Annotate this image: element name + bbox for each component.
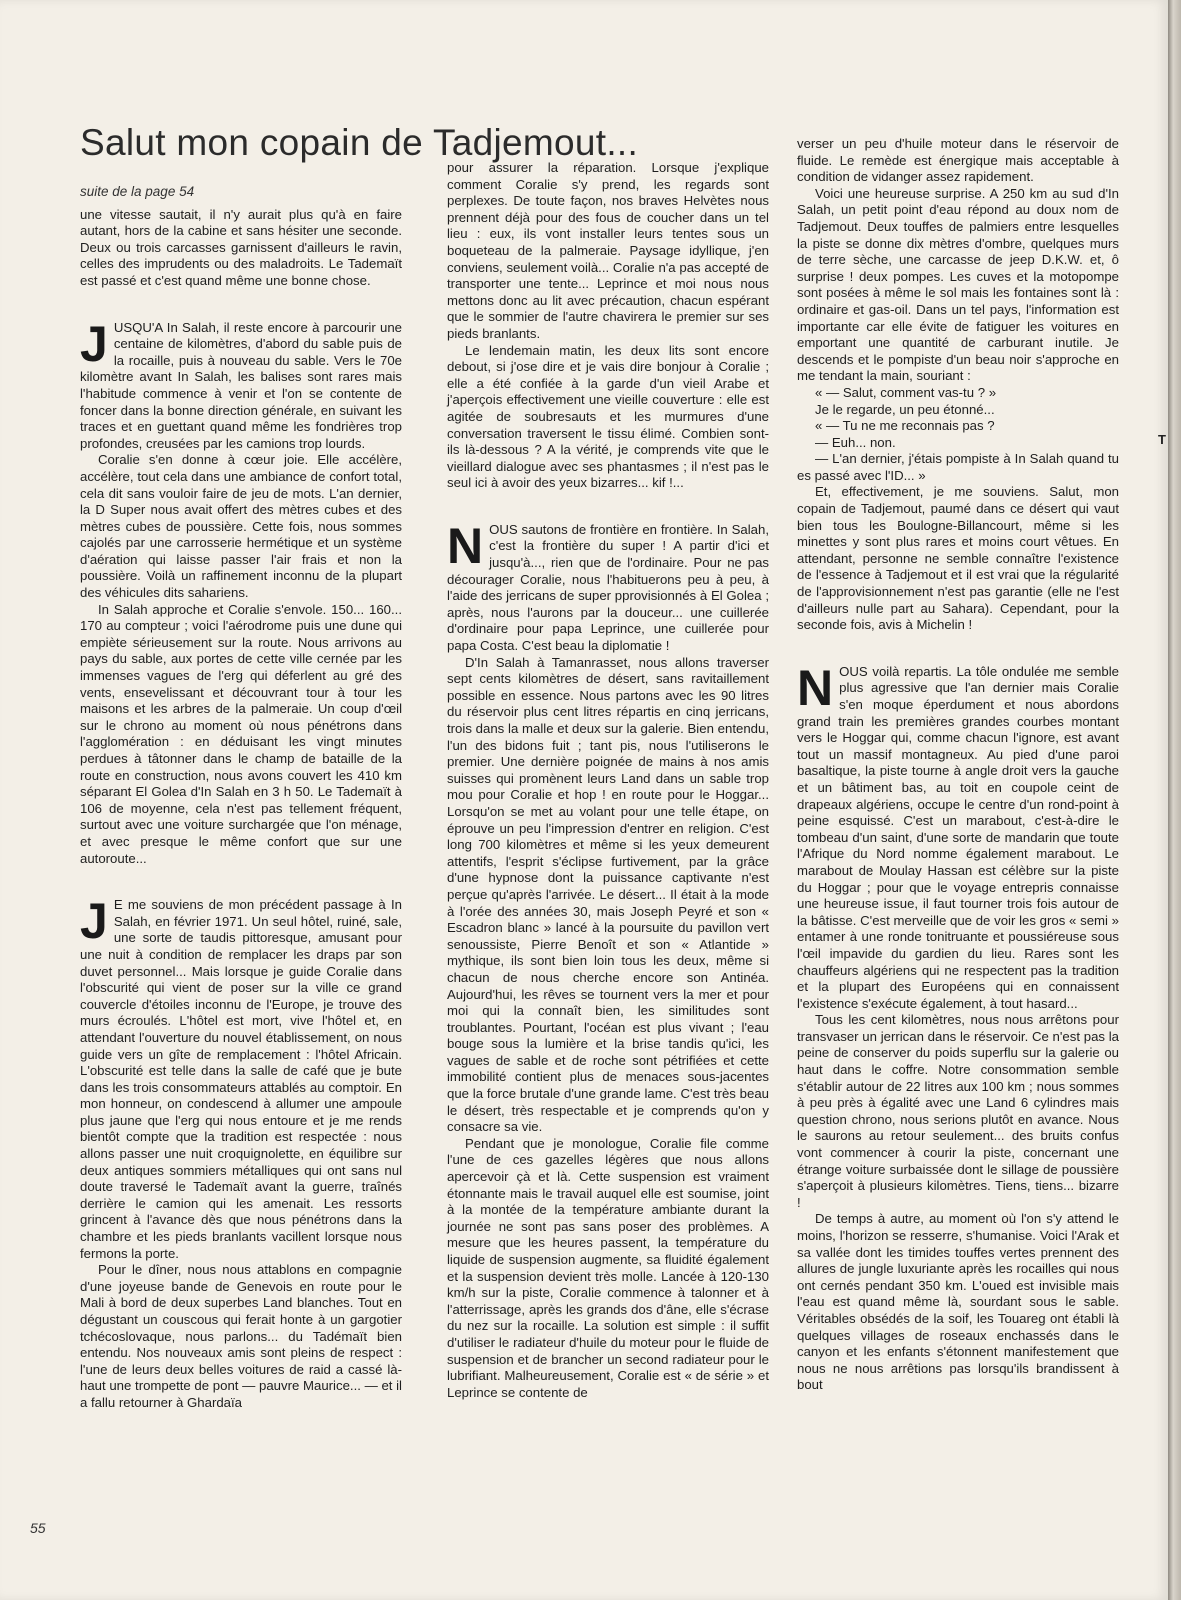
section-lead-paragraph [80, 315, 402, 453]
paragraph: Pour le dîner, nous nous attablons en compagnie d'une joyeuse bande de Genevois en route pour le Mali à bord de deux superbes Land blanches. Tout en dégustant un couscous qui ferait honte à un gargotier tchécoslovaque, nous parlons... du Tadémaït bien entendu. Nos nouveaux amis sont pleins de respect : l'une de leurs deux belles voitures de raid a cassé là-haut une trompette de pont — pauvre Maurice... — et il a fallu retourner à Ghardaïa [80, 1262, 402, 1410]
dialogue-line: — L'an dernier, j'étais pompiste à In Salah quand tu es passé avec l'ID... » [797, 451, 1119, 483]
paragraph: une vitesse sautait, il n'y aurait plus qu'à en faire autant, hors de la cabine et sans hésiter une seconde. Deux ou trois carcasses garnissent d'ailleurs le ravin, celles des imprudents ou des maladroits. Le Tademaït est passé et c'est quand même une bonne chose. [80, 206, 402, 288]
paragraph: In Salah approche et Coralie s'envole. 150... 160... 170 au compteur ; voici l'aérodrome puis une dune qui empiète sérieusement sur la route. Nous arrivons au pays du sable, aux portes de cette ville cernée par les immenses vagues de l'erg qui déferlent au gré des vents, ensevelissant et découvrant tour à tour les maisons et les arbres de la palmeraie. Un coup d'œil sur le chrono au moment où nous pénétrons dans l'agglomération : en déduisant les vingt minutes perdues à tâtonner dans le champ de bataille de la route en construction, nous avons couvert les 410 km séparant El Golea d'In Salah en 3 h 50. Le Tademaït à 106 de moyenne, cela n'est pas tellement fréquent, surtout avec une voiture surchargée que l'on ménage, et avec presque le même confort que sur une autoroute... [80, 601, 402, 866]
paragraph: Coralie s'en donne à cœur joie. Elle accélère, accélère, tout cela dans une ambiance de confort total, cela dit sans vouloir faire de jeu de mots. L'an dernier, la D Super nous avait offert des mètres cubes et des mètres cubes de poussière. Cette fois, nous sommes cajolés par une carrosserie hermétique et un système d'aération qui laisse passer l'air frais et non la poussière. Voilà un raffinement inconnu de la plupart des véhicules dits sahariens. [80, 452, 402, 601]
next-page-margin-letter: T [1158, 432, 1166, 447]
dialogue-line: « — Salut, comment vas-tu ? » [815, 384, 997, 400]
drop-cap: N [447, 517, 484, 574]
section-lead-paragraph [797, 659, 1119, 1012]
paragraph-text: USQU'A In Salah, il reste encore à parcourir une centaine de kilomètres, d'abord du sable puis de la rocaille, puis à nouveau du sable. Vers le 70e kilomètre avant In Salah, les balises sont rares mais l'habitude commence à venir et l'on se contente de foncer dans la bonne direction générale, en suivant les traces et en guettant quand même les fondrières trop profondes, creusées par les camions trop lourds. [80, 319, 402, 451]
paragraph-text: OUS voilà repartis. La tôle ondulée me semble plus agressive que l'an dernier mais Coralie s'en moque éperdument et nous abordons grand train les premières grandes courbes montant vers le Hoggar qui, comme chacun l'ignore, est avant tout un massif montagneux. Au pied d'une paroi basaltique, la piste tourne à angle droit vers la gauche et un bâtiment bas, au toit en coupole ceint de drapeaux algériens, occupe le centre d'un rond-point à peine esquissé. C'est un marabout, c'est-à-dire le tombeau d'un saint, d'une sorte de mandarin que toute l'Afrique du Nord nomme également marabout. Le marabout de Moulay Hassan est célèbre sur la piste du Hoggar ; pour que le voyage entrepris connaisse une heureuse issue, il faut tourner trois fois autour de la bâtisse. C'est merveille que de voir les gros « semi » entamer à une ronde tonitruante et poussiéreuse sous l'œil impavide du gardien du lieu. Rares sont les chauffeurs algériens qui ne respectent pas la tradition et la plupart des Européens qui en connaissent l'existence s'exécute également, à tout hasard... [797, 663, 1119, 1011]
drop-cap: J [80, 893, 108, 950]
dialogue-line: « — Tu ne me reconnais pas ? [815, 418, 995, 434]
paragraph-text: E me souviens de mon précédent passage à In Salah, en février 1971. Un seul hôtel, ruiné, sale, une sorte de taudis pittoresque, amusant pour une nuit à condition de remplacer les draps par son duvet personnel... Mais lorsque je guide Coralie dans l'obscurité qui vient de poser sur la ville ce grand couvercle d'étoiles inconnu de l'Europe, je trouve des murs écroulés. L'hôtel est mort, vive l'hôtel et, en attendant l'ouverture du nouvel établissement, on nous guide vers un gîte de remplacement : l'hôtel Africain. L'obscurité est telle dans la salle de café que je bute dans les trois consommateurs attablés au comptoir. En mon honneur, on condescend à allumer une ampoule plus jaune que l'erg qui nous entoure et je me rends bientôt compte que la tradition est respectée : nous allons passer une nuit croquignolette, en équilibre sur deux antiques sommiers métalliques qui ont sans nul doute traversé le Tademaït avant la guerre, traînés derrière le camion qui les amenait. Les ressorts grincent à l'avance dès que nous pénétrons dans la chambre et les pieds branlants vacillent lorsque nous fermons la porte. [80, 897, 402, 1261]
column-3 [797, 136, 1119, 1394]
section-lead-paragraph [80, 893, 402, 1262]
paragraph: De temps à autre, au moment où l'on s'y attend le moins, l'horizon se resserre, s'humanise. Voici l'Arak et sa vallée dont les timides touffes vertes prennent des allures de jungle luxuriante après les rocailles qui nous ont cernés pendant 350 km. L'oued est invisible mais l'eau est quand même là, sourdant sous le sable. Véritables obsédés de la soif, les Touareg ont établi là quelques villages de roseaux enchassés dans le canyon et les enfants s'étonnent manifestement que nous ne nous arrêtions pas lorsqu'ils brandissent à bout [797, 1211, 1119, 1393]
paragraph-text: OUS sautons de frontière en frontière. In Salah, c'est la frontière du super ! A partir d'ici et jusqu'à..., rien que de l'ordinaire. Pour ne pas décourager Coralie, nous l'habituerons peu à peu, à l'aide des jerricans de super pprovisionnés à El Golea ; après, nous l'aurons par la douceur... une cuillerée d'ordinaire pour papa Leprince, une cuillerée pour papa Costa. C'est beau la diplomatie ! [447, 521, 769, 654]
next-page-edge [1168, 0, 1181, 1600]
paragraph: Pendant que je monologue, Coralie file comme l'une de ces gazelles légères que nous allons apercevoir çà et là. Cette suspension est vraiment étonnante mais le travail auquel elle est soumise, joint à la montée de la température ambiante durant la journée ne sont pas sans poser des problèmes. A mesure que les heures passent, la température du liquide de suspension augmente, sa fluidité également et la suspension devient très molle. Lancée à 120-130 km/h sur la piste, Coralie commence à talonner et à l'atterrissage, après les grands dos d'âne, elle s'écrase du nez sur la rocaille. La solution est simple : il suffit d'utiliser le radiateur d'huile du moteur pour le fluide de suspension et de brancher un second radiateur pour le lubrifiant. Malheureusement, Coralie est « de série » et Leprince se contente de [447, 1135, 769, 1400]
paragraph: verser un peu d'huile moteur dans le réservoir de fluide. Le remède est énergique mais acceptable à condition de vidanger assez rapidement. [797, 136, 1119, 185]
drop-cap: J [80, 315, 108, 372]
continued-from-note: suite de la page 54 [80, 184, 195, 199]
paragraph: pour assurer la réparation. Lorsque j'explique comment Coralie s'y prend, les regards sont perplexes. De toute façon, nos braves Helvètes nous prennent déjà pour des fous de coucher dans un tel lieu : eux, ils vont installer leurs tentes sous un boqueteau de la palmeraie. Paysage idyllique, j'en conviens, seulement voilà... Coralie n'a pas accepté de transporter une tente... Leprince et moi nous nous mettons donc au lit avec précaution, chacun espérant que le sommier de l'autre chavirera le premier sur ses pieds branlants. [447, 160, 769, 341]
paragraph: D'In Salah à Tamanrasset, nous allons traverser sept cents kilomètres de désert, sans ravitaillement possible en essence. Nous partons avec les 90 litres du réservoir plus cent litres répartis en cinq jerricans, trois dans la malle et deux sur la galerie. Bien entendu, l'un des bidons fuit ; tant pis, nous l'utiliserons le premier. Une dernière poignée de mains à nos amis suisses qui promènent leurs Land dans un sable trop mou pour Coralie et hop ! en route pour le Hoggar... Lorsqu'on se met au volant pour une telle étape, on éprouve un peu l'impression d'entrer en religion. C'est long 700 kilomètres et même si les yeux demeurent attentifs, l'esprit s'éclipse furtivement, par la grâce d'une hypnose dont la puissance captivante n'est perçue qu'après l'arrivée. Le désert... Il était à la mode à l'orée des années 30, mais Joseph Peyré et son « Escadron blanc » lancé à la poursuite du pavillon vert senoussiste, Pierre Benoît et son « Atlantide » mythique, ils sont bien loin tous les deux, même si chacun de nous cherche encore son Antinéa. Aujourd'hui, les rêves se tournent vers la mer et pour moi qui la connaît bien, les similitudes sont troublantes. Pourtant, l'océan est plus vivant ; l'eau bouge sous la lumière et la brise tandis qu'ici, les vagues de sable et de roche sont pétrifiées et cette immobilité contient plus de menaces sous-jacentes que la force brutale d'une grande lame. C'est très beau le désert, très respectable et je comprends qu'on y consacre sa vie. [447, 654, 769, 1135]
page-number: 55 [30, 1520, 46, 1536]
paragraph: Et, effectivement, je me souviens. Salut, mon copain de Tadjemout, paumé dans ce désert qui vaut bien tous les Boulogne-Billancourt, même si les minettes y sont plus rares et moins court vêtues. En attendant, personne ne semble connaître l'existence de l'essence à Tadjemout et il est vrai que la régularité de l'approvisionnement n'est pas garantie (elle ne l'est d'ailleurs nulle part au Sahara). Cependant, pour la seconde fois, avis à Michelin ! [797, 484, 1119, 633]
paragraph: Voici une heureuse surprise. A 250 km au sud d'In Salah, un petit point d'eau répond au doux nom de Tadjemout. Deux touffes de palmiers entre lesquelles la piste se donne dix mètres d'ombre, quelques murs de terre sèche, une carcasse de jeep D.K.W. et, ô surprise ! deux pompes. Les cuves et la motopompe sont posées à même le sol mais les fontaines sont là : ordinaire et gas-oil. Dans un tel pays, l'information est importante car elle évite de fatiguer les voitures en emportant une quantité de carburant inutile. Je descends et le pompiste d'un beau noir s'approche en me tendant la main, souriant : [797, 185, 1119, 384]
column-2 [447, 160, 769, 1401]
section-lead-paragraph [447, 517, 769, 655]
paragraph: Tous les cent kilomètres, nous nous arrêtons pour transvaser un jerrican dans le réservoir. Ce n'est pas la peine de conserver du poids superflu sur la galerie ou haut dans le coffre. Notre consommation semble s'établir autour de 22 litres aux 100 km ; nous sommes à peu près à égalité avec une Land 6 cylindres mais question chrono, nous serions plutôt en avance. Nous le saurons au retour seulement... des bruits confus vont commencer à courir la piste, concernant une étrange voiture surbaissée dont le sillage de poussière s'aperçoit à plusieurs kilomètres. Tiens, tiens... bizarre ! [797, 1012, 1119, 1210]
article-title: Salut mon copain de Tadjemout... [80, 122, 639, 163]
paragraph: Le lendemain matin, les deux lits sont encore debout, si j'ose dire et je vais dire bonjour à Coralie ; elle a été confiée à la garde d'un vieil Arabe et j'aperçois effectivement une vieille couverture : elle est agitée de soubresauts et les murmures d'une conversation traversent le tissu élimé. Combien sont-ils là-dessous ? A la vérité, je comprends vite que le vieillard dialogue avec ses phantasmes ; il n'est pas le seul ici à avoir des yeux bizarres... kif !... [447, 342, 769, 491]
dialogue-line: Je le regarde, un peu étonné... [815, 401, 995, 417]
dialogue-line: — Euh... non. [815, 434, 896, 450]
drop-cap: N [797, 659, 834, 716]
column-1 [80, 184, 402, 1412]
